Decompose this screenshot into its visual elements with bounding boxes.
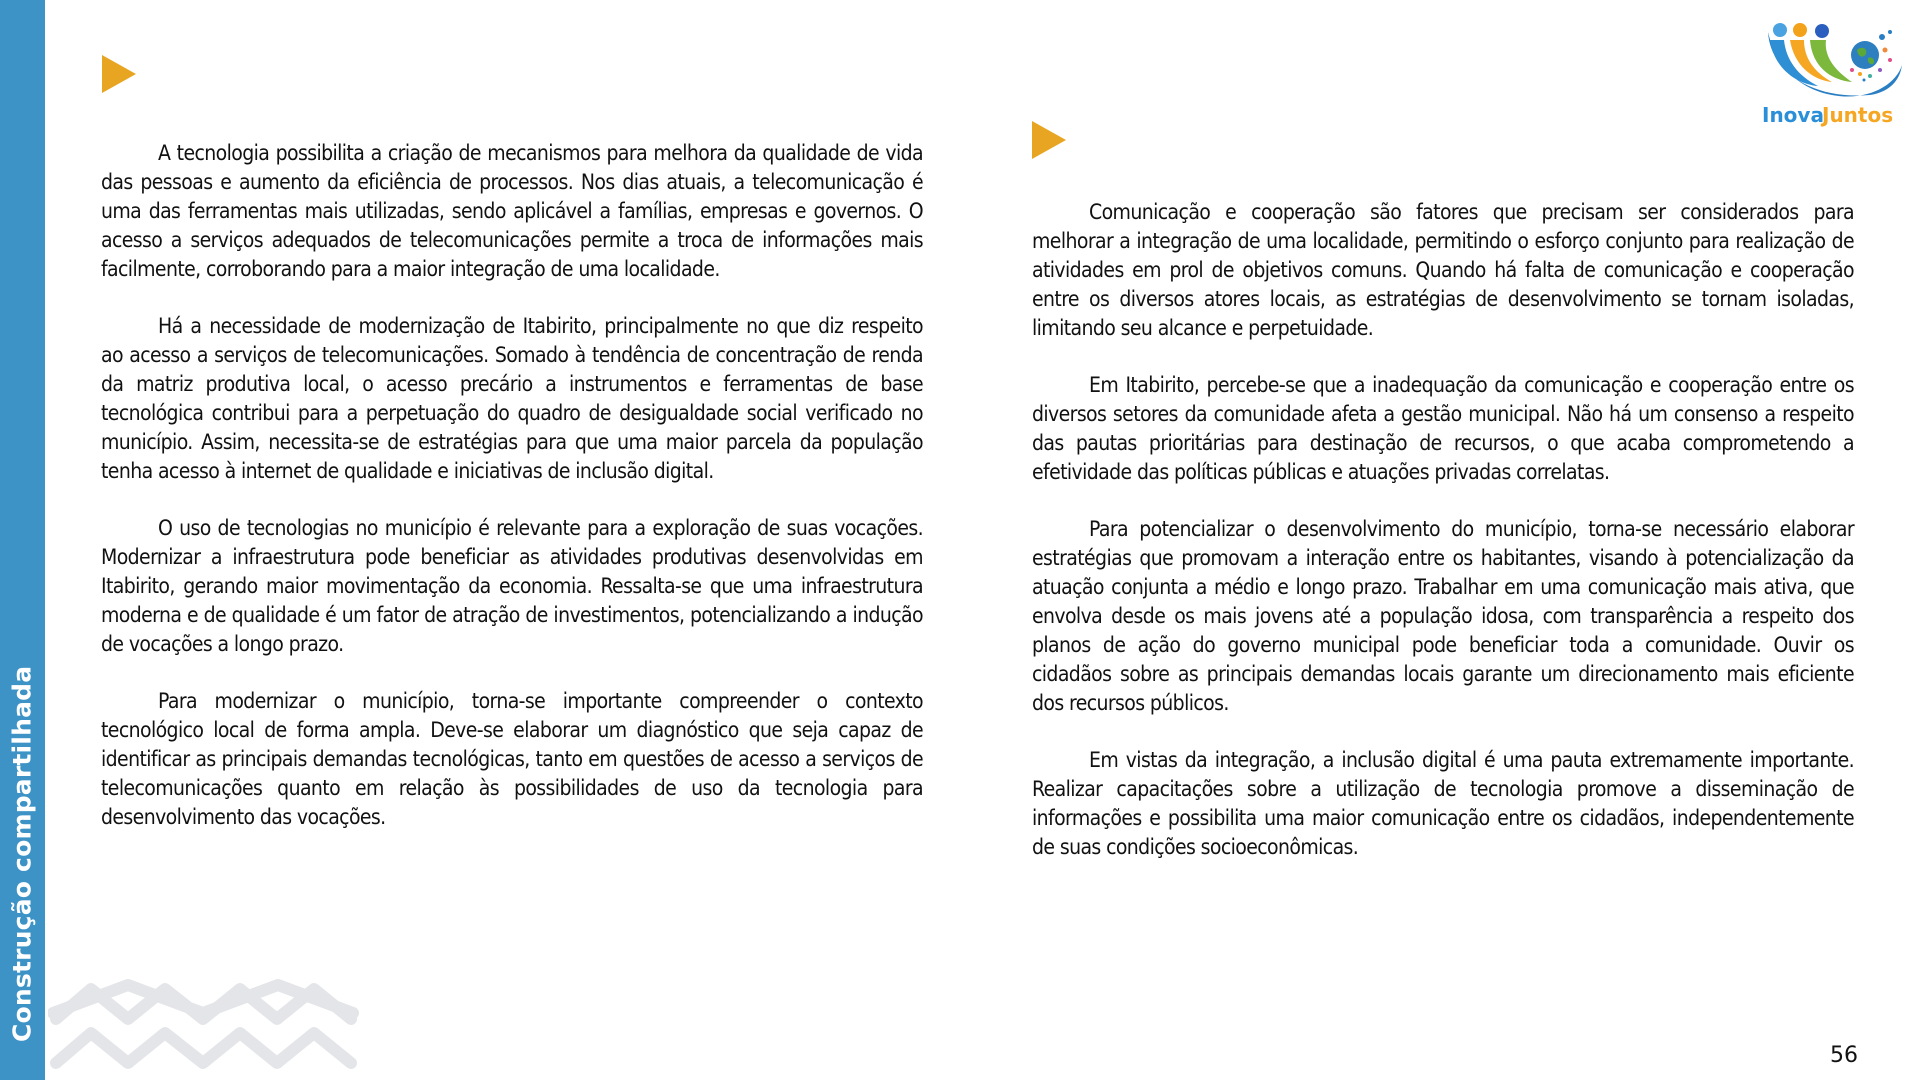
left-text-column <box>101 139 923 860</box>
paragraph: Em Itabirito, percebe-se que a inadequação da comunicação e cooperação entre os diversos setores da comunidade afeta a gestão municipal. Não há um consenso a respeito das pautas prioritárias para destinação de recursos, o que acaba comprometendo a efetividade das políticas públicas e atuações privadas correlatas. <box>1032 373 1854 484</box>
page-number: 56 <box>1830 1043 1858 1068</box>
right-text-column <box>1032 198 1854 890</box>
section-title: Construção compartilhada <box>7 665 37 1042</box>
logo-text-inova: Inova <box>1762 103 1824 127</box>
people-globe-logo-icon <box>1760 10 1910 135</box>
paragraph: Comunicação e cooperação são fatores que precisam ser considerados para melhorar a integração de uma localidade, permitindo o esforço conjunto para realização de atividades em prol de objetivos comuns. Quando há falta de comunicação e cooperação entre os diversos atores locais, as estratégias de desenvolvimento se tornam isoladas, limitando seu alcance e perpetuidade. <box>1032 200 1854 340</box>
zigzag-decoration-icon <box>48 975 360 1075</box>
paragraph: Há a necessidade de modernização de Itabirito, principalmente no que diz respeito ao acesso a serviços de telecomunicações. Somado à tendência de concentração de renda da matriz produtiva local, o acesso precário a instrumentos e ferramentas de base tecnológica contribui para a perpetuação do quadro de desigualdade social verificado no município. Assim, necessita-se de estratégias para que uma maior parcela da população tenha acesso à internet de qualidade e iniciativas de inclusão digital. <box>101 314 923 483</box>
play-triangle-icon <box>1032 121 1066 159</box>
play-triangle-icon <box>102 55 136 93</box>
inovajuntos-logo <box>1760 10 1910 135</box>
paragraph: A tecnologia possibilita a criação de mecanismos para melhora da qualidade de vida das pessoas e aumento da eficiência de processos. Nos dias atuais, a telecomunicação é uma das ferramentas mais utilizadas, sendo aplicável a famílias, empresas e governos. O acesso a serviços adequados de telecomunicações permite a troca de informações mais facilmente, corroborando para a maior integração de uma localidade. <box>101 141 923 281</box>
paragraph: Para potencializar o desenvolvimento do município, torna-se necessário elaborar estratégias que promovam a interação entre os habitantes, visando à potencialização da atuação conjunta a médio e longo prazo. Trabalhar em uma comunicação mais ativa, que envolva desde os mais jovens até a população idosa, com transparência a respeito dos planos de ação do governo municipal pode beneficiar toda a comunidade. Ouvir os cidadãos sobre as principais demandas locais garante um direcionamento mais eficiente dos recursos públicos. <box>1032 517 1854 715</box>
paragraph: Em vistas da integração, a inclusão digital é uma pauta extremamente importante. Realizar capacitações sobre a utilização de tecnologia promove a disseminação de informações e possibilita uma maior comunicação entre os cidadãos, independentemente de suas condições socioeconômicas. <box>1032 748 1854 859</box>
paragraph: O uso de tecnologias no município é relevante para a exploração de suas vocações. Modernizar a infraestrutura pode beneficiar as atividades produtivas desenvolvidas em Itabirito, gerando maior movimentação da economia. Ressalta-se que uma infraestrutura moderna e de qualidade é um fator de atração de investimentos, potencializando a indução de vocações a longo prazo. <box>101 516 923 656</box>
logo-text-juntos: Juntos <box>1822 103 1894 127</box>
section-sidebar <box>0 0 45 1080</box>
paragraph: Para modernizar o município, torna-se importante compreender o contexto tecnológico local de forma ampla. Deve-se elaborar um diagnóstico que seja capaz de identificar as principais demandas tecnológicas, tanto em questões de acesso a serviços de telecomunicações quanto em relação às possibilidades de uso da tecnologia para desenvolvimento das vocações. <box>101 689 923 829</box>
